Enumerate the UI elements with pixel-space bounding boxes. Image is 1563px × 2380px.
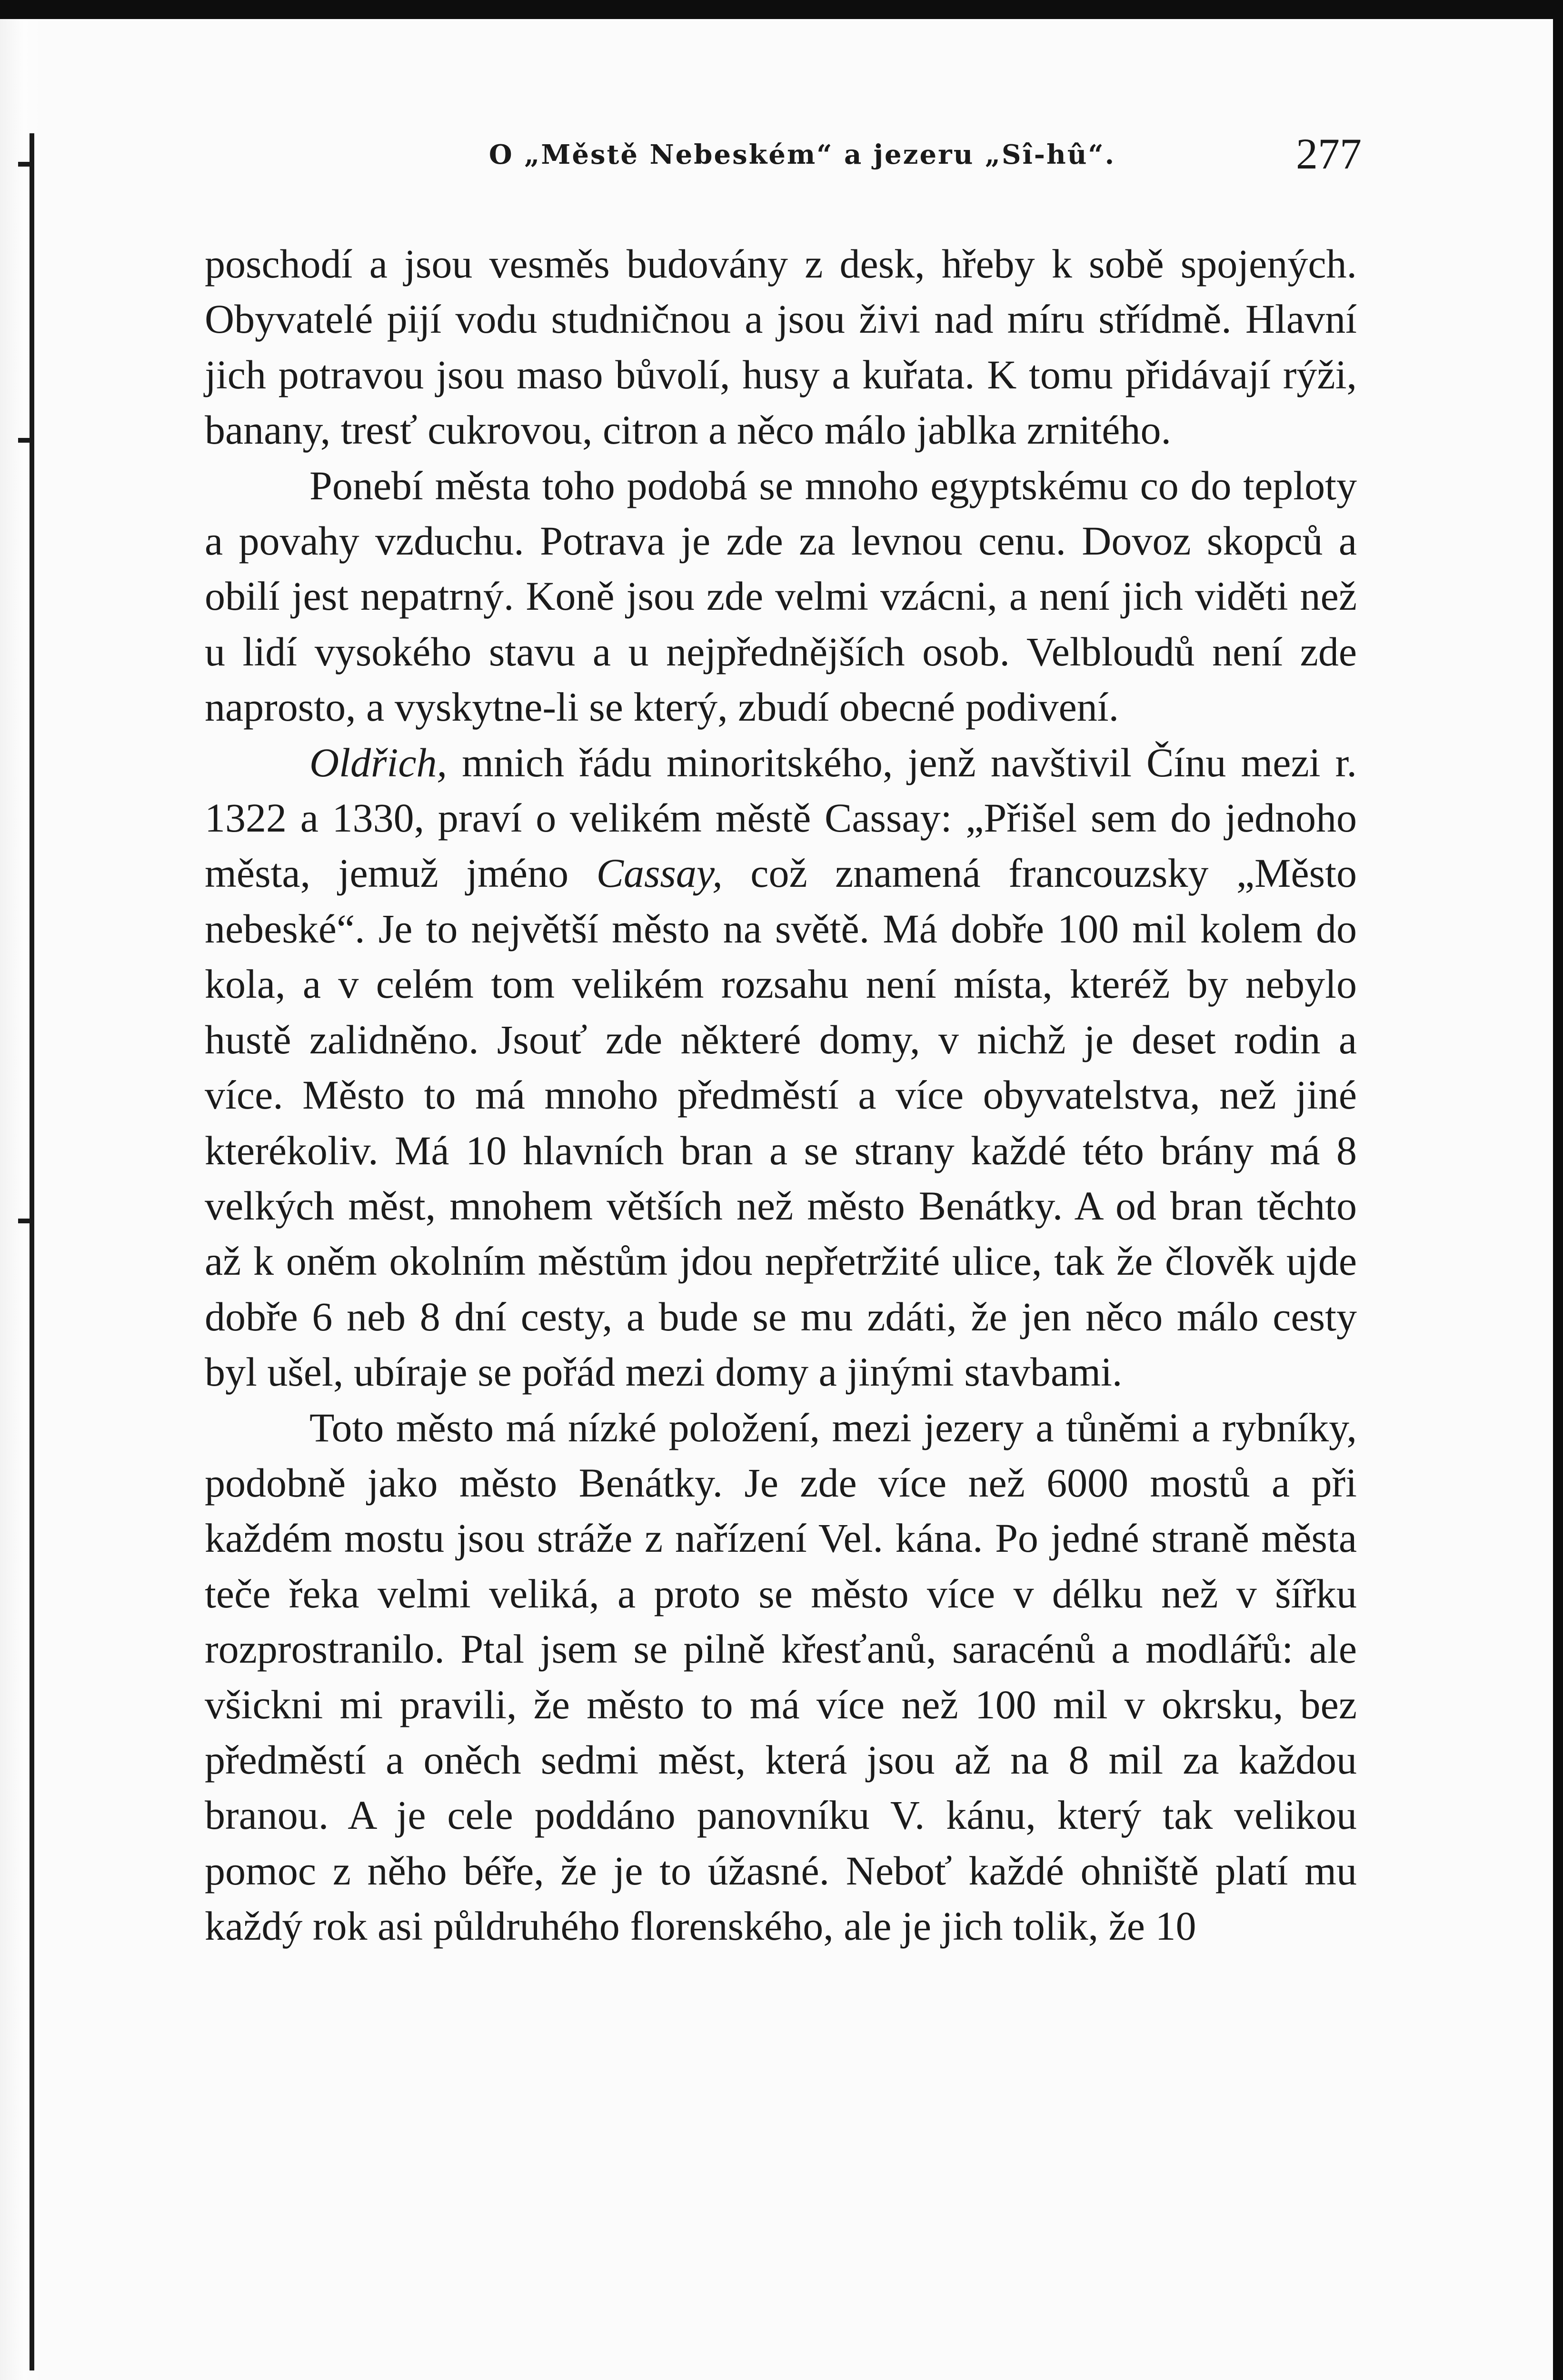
paragraph: [205, 236, 1357, 458]
person-name-italic: Oldřich,: [309, 739, 448, 785]
binding-mark: [18, 438, 34, 443]
page-spine-shadow: [0, 19, 40, 2380]
paragraph-text: poschodí a jsou vesměs budovány z desk, hřeby k sobě spojených. Obyvatelé pijí vodu studničnou a jsou živi nad míru střídmě. Hlavní jich potravou jsou maso bůvolí, husy a kuřata. K tomu přidávají rýži, banany, tresť cukrovou, citron a něco málo jablka zrnitého.: [205, 241, 1357, 453]
binding-mark: [18, 162, 34, 167]
paragraph: [205, 735, 1357, 1400]
city-name-italic: Cassay,: [596, 850, 723, 896]
paragraph-text: Toto město má nízké položení, mezi jezery a tůněmi a rybníky, podobně jako město Benátky. Je zde více než 6000 mostů a při každém mostu jsou stráže z nařízení Vel. kána. Po jedné straně města teče řeka velmi veliká, a proto se město více v délku než v šířku rozprostranilo. Ptal jsem se pilně křesťanů, saracénů a modlářů: ale všickni mi pravili, že město to má více než 100 mil v okrsku, bez předměstí a oněch sedmi měst, která jsou až na 8 mil za každou branou. A je cele poddáno panovníku V. kánu, který tak velikou pomoc z něho béře, že je to úžasné. Neboť každé ohniště platí mu každý rok asi půldruhého florenského, ale je jich tolik, že 10: [205, 1404, 1357, 1949]
paragraph-text: mnich řádu minoritského, jenž navštivil Čínu mezi r. 1322 a 1330, praví o velikém městě Cassay: „Přišel sem do jednoho města, jemuž jméno: [205, 739, 1357, 896]
body-text: [205, 236, 1357, 1954]
paragraph-text: Ponebí města toho podobá se mnoho egyptskému co do teploty a povahy vzduchu. Potrava je zde za levnou cenu. Dovoz skopců a obilí jest nepatrný. Koně jsou zde velmi vzácni, a není jich viděti než u lidí vysokého stavu a u nejpřednějších osob. Velbloudů není zde naprosto, a vyskytne-li se který, zbudí obecné podivení.: [205, 462, 1357, 730]
paragraph: [205, 458, 1357, 735]
page-header: [205, 125, 1362, 182]
paragraph-text: což znamená francouzsky „Město nebeské“. Je to největší město na světě. Má dobře 100 mil kolem do kola, a v celém tom velikém rozsahu není místa, kteréž by nebylo hustě zalidněno. Jsouť zde některé domy, v nichž je deset rodin a více. Město to má mnoho předměstí a více obyvatelstva, než jiné kterékoliv. Má 10 hlavních bran a se strany každé této brány má 8 velkých měst, mnohem větších než město Benátky. A od bran těchto až k oněm okolním městům jdou nepřetržité ulice, tak že člověk ujde dobře 6 neb 8 dní cesty, a bude se mu zdáti, že jen něco málo cesty byl ušel, ubíraje se pořád mezi domy a jinými stavbami.: [205, 850, 1357, 1395]
running-title: O „Městě Nebeském“ a jezeru „Sî-hû“.: [488, 139, 1116, 170]
page-number: 277: [1296, 129, 1362, 178]
binding-mark: [18, 1219, 34, 1223]
paragraph: [205, 1400, 1357, 1954]
book-page: [0, 19, 1553, 2380]
binding-edge: [30, 133, 34, 2370]
